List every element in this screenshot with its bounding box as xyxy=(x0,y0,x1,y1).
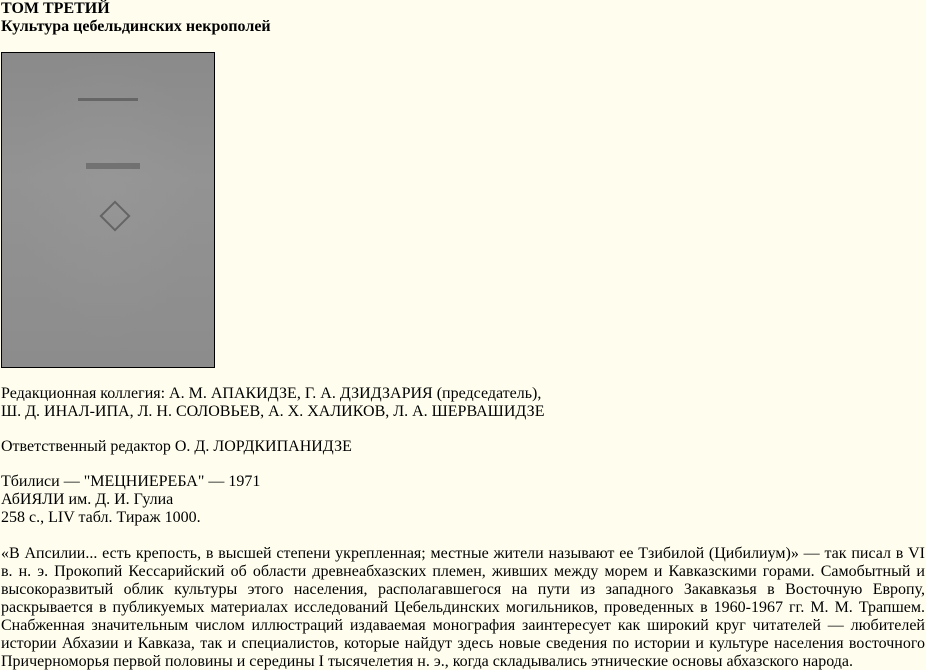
book-title: Культура цебельдинских некрополей xyxy=(1,18,271,35)
publication-details xyxy=(1,385,925,527)
cover-author-mark xyxy=(78,98,138,101)
institute-line: АбИЯЛИ им. Д. И. Гулиа xyxy=(1,491,174,508)
editorial-board-line-2: Ш. Д. ИНАЛ-ИПА, Л. Н. СОЛОВЬЕВ, А. Х. ХАЛИКОВ, Л. А. ШЕРВАШИДЗЕ xyxy=(1,403,545,420)
responsible-editor: Ответственный редактор О. Д. ЛОРДКИПАНИДЗЕ xyxy=(1,438,352,455)
book-cover-image xyxy=(1,52,215,368)
volume-heading: ТОМ ТРЕТИЙ xyxy=(1,0,110,17)
cover-title-mark xyxy=(86,163,140,169)
editorial-board-line-1: Редакционная коллегия: А. М. АПАКИДЗЕ, Г. А. ДЗИДЗАРИЯ (председатель), xyxy=(1,385,542,402)
pages-line: 258 с., LIV табл. Тираж 1000. xyxy=(1,509,201,526)
publisher-line: Тбилиси — "МЕЦНИЕРЕБА" — 1971 xyxy=(1,473,261,490)
abstract-paragraph: «В Апсилии... есть крепость, в высшей степени укрепленная; местные жители называют ее Тзибилой (Цибилиум)» — так писал в VI в. н. э. Прокопий Кессарийский об области древнеабхазских племен, живших между морем и Кавказскими горами. Самобытный и высокоразвитый облик культуры этого населения, располагавшегося на пути из западного Закавказья в Восточную Европу, раскрывается в публикуемых материалах исследований Цебельдинских могильников, проведенных в 1960-1967 гг. М. М. Трапшем. Снабженная значительным числом иллюстраций издаваемая монография заинтересует как широкий круг читателей — любителей истории Абхазии и Кавказа, так и специалистов, которые найдут здесь новые сведения по истории и культуре населения восточного Причерноморья первой половины и середины I тысячелетия н. э., когда складывались этнические основы абхазского народа. xyxy=(1,545,925,670)
